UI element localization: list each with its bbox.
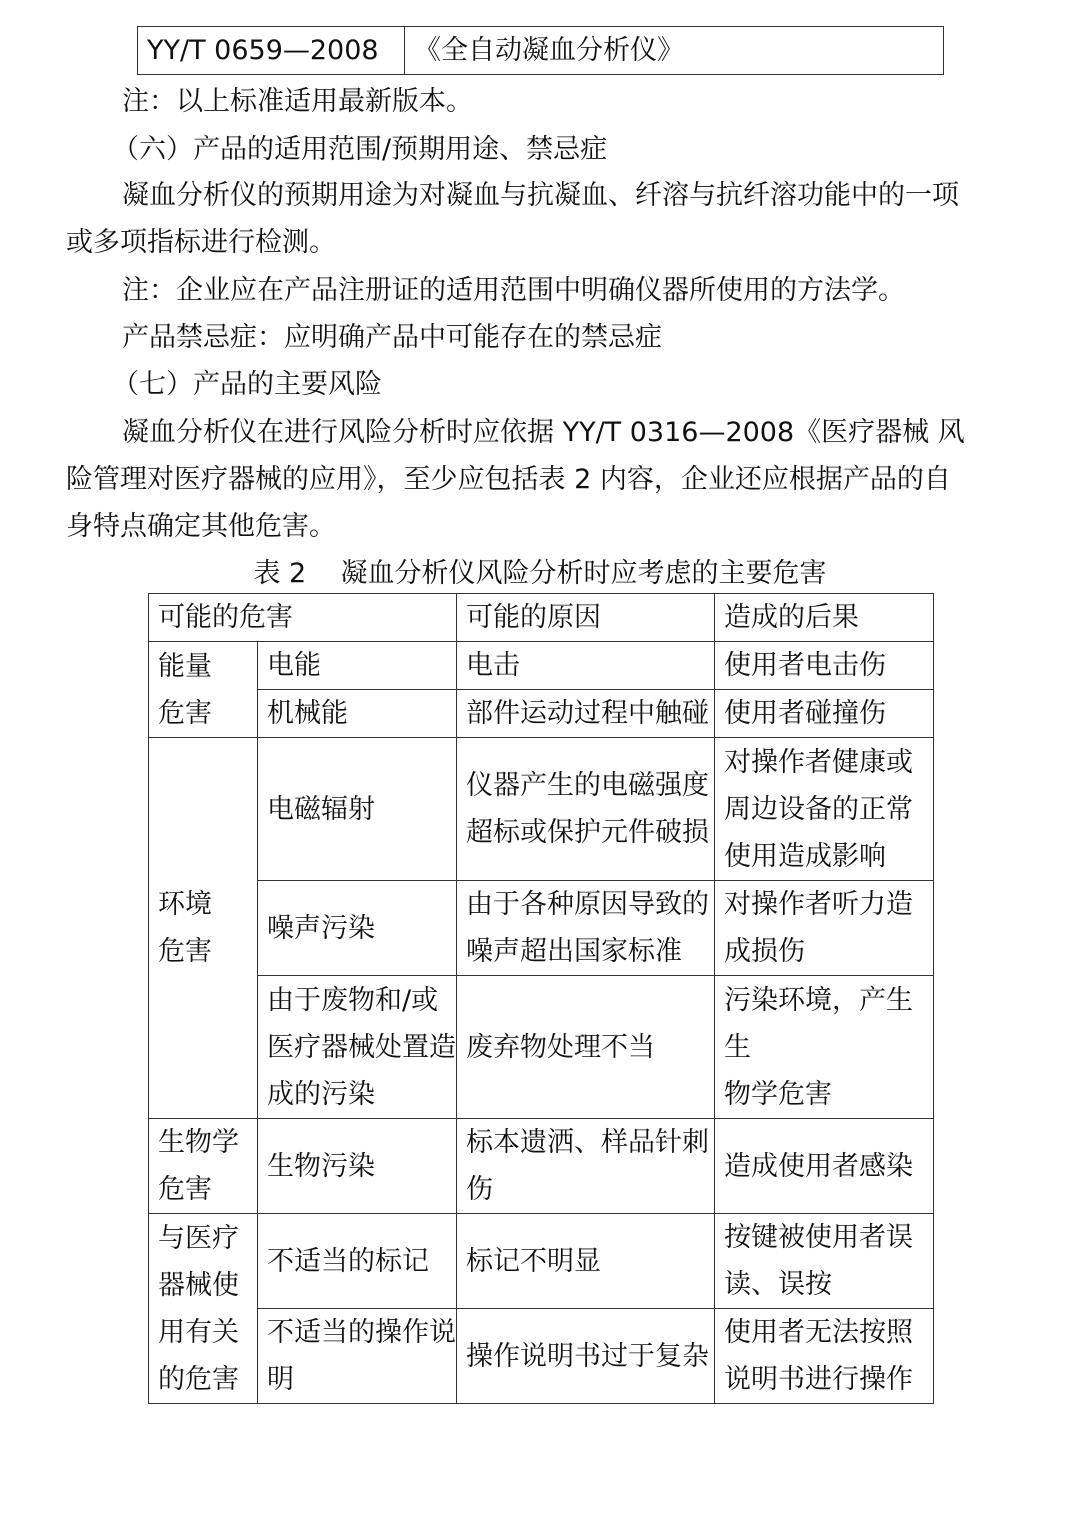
- sub-hazard: 机械能: [258, 690, 457, 738]
- cause-cell: 操作说明书过于复杂: [457, 1309, 715, 1404]
- risk-line-1: 凝血分析仪在进行风险分析时应依据 YY/T 0316—2008《医疗器械 风: [122, 417, 965, 448]
- cause-cell: 废弃物处理不当: [457, 976, 715, 1119]
- effect-cell: 使用者碰撞伤: [715, 690, 934, 738]
- effect-cell: 按键被使用者误 读、误按: [715, 1214, 934, 1309]
- usage-line-2: 或多项指标进行检测。: [66, 227, 336, 258]
- header-consequence: 造成的后果: [715, 594, 934, 642]
- header-hazard: 可能的危害: [149, 594, 457, 642]
- table-row: [149, 690, 934, 738]
- table-row: [149, 738, 934, 881]
- group-bio-hazard: 生物学 危害: [149, 1119, 258, 1214]
- table-row: [149, 1309, 934, 1404]
- table-row: [149, 1119, 934, 1214]
- standard-title: 《全自动凝血分析仪》: [405, 27, 944, 75]
- standard-code: YY/T 0659—2008: [138, 27, 405, 75]
- effect-cell: 使用者无法按照 说明书进行操作: [715, 1309, 934, 1404]
- cause-cell: 仪器产生的电磁强度 超标或保护元件破损: [457, 738, 715, 881]
- sub-hazard: 不适当的标记: [258, 1214, 457, 1309]
- note-latest-version: 注：以上标准适用最新版本。: [122, 86, 473, 117]
- section-heading-6: （六）产品的适用范围/预期用途、禁忌症: [112, 134, 608, 165]
- table-row: [149, 881, 934, 976]
- note-methodology: 注：企业应在产品注册证的适用范围中明确仪器所使用的方法学。: [122, 275, 905, 306]
- group-energy-hazard: 能量 危害: [149, 642, 258, 738]
- effect-cell: 对操作者听力造 成损伤: [715, 881, 934, 976]
- table-row: [149, 976, 934, 1119]
- header-cause: 可能的原因: [457, 594, 715, 642]
- usage-line-1: 凝血分析仪的预期用途为对凝血与抗凝血、纤溶与抗纤溶功能中的一项: [122, 180, 959, 211]
- sub-hazard: 生物污染: [258, 1119, 457, 1214]
- cause-cell: 电击: [457, 642, 715, 690]
- risk-line-3: 身特点确定其他危害。: [66, 511, 336, 542]
- table-row: [149, 642, 934, 690]
- contraindication-text: 产品禁忌症：应明确产品中可能存在的禁忌症: [122, 322, 662, 353]
- sub-hazard: 噪声污染: [258, 881, 457, 976]
- cause-cell: 标本遗洒、样品针刺 伤: [457, 1119, 715, 1214]
- group-environment-hazard: 环境 危害: [149, 738, 258, 1119]
- risk-line-2: 险管理对医疗器械的应用》，至少应包括表 2 内容，企业还应根据产品的自: [66, 464, 951, 495]
- table-row: [138, 27, 944, 75]
- effect-cell: 对操作者健康或 周边设备的正常 使用造成影响: [715, 738, 934, 881]
- standard-table: [137, 26, 944, 75]
- group-usage-hazard: 与医疗 器械使 用有关 的危害: [149, 1214, 258, 1404]
- effect-cell: 使用者电击伤: [715, 642, 934, 690]
- cause-cell: 标记不明显: [457, 1214, 715, 1309]
- sub-hazard: 不适当的操作说 明: [258, 1309, 457, 1404]
- sub-hazard: 由于废物和/或 医疗器械处置造 成的污染: [258, 976, 457, 1119]
- table-caption: 表 2 凝血分析仪风险分析时应考虑的主要危害: [253, 558, 827, 589]
- table-header-row: [149, 594, 934, 642]
- sub-hazard: 电磁辐射: [258, 738, 457, 881]
- section-heading-7: （七）产品的主要风险: [112, 369, 382, 400]
- hazard-table: [148, 593, 934, 1404]
- effect-cell: 造成使用者感染: [715, 1119, 934, 1214]
- cause-cell: 部件运动过程中触碰: [457, 690, 715, 738]
- cause-cell: 由于各种原因导致的 噪声超出国家标准: [457, 881, 715, 976]
- table-row: [149, 1214, 934, 1309]
- effect-cell: 污染环境，产生生 物学危害: [715, 976, 934, 1119]
- sub-hazard: 电能: [258, 642, 457, 690]
